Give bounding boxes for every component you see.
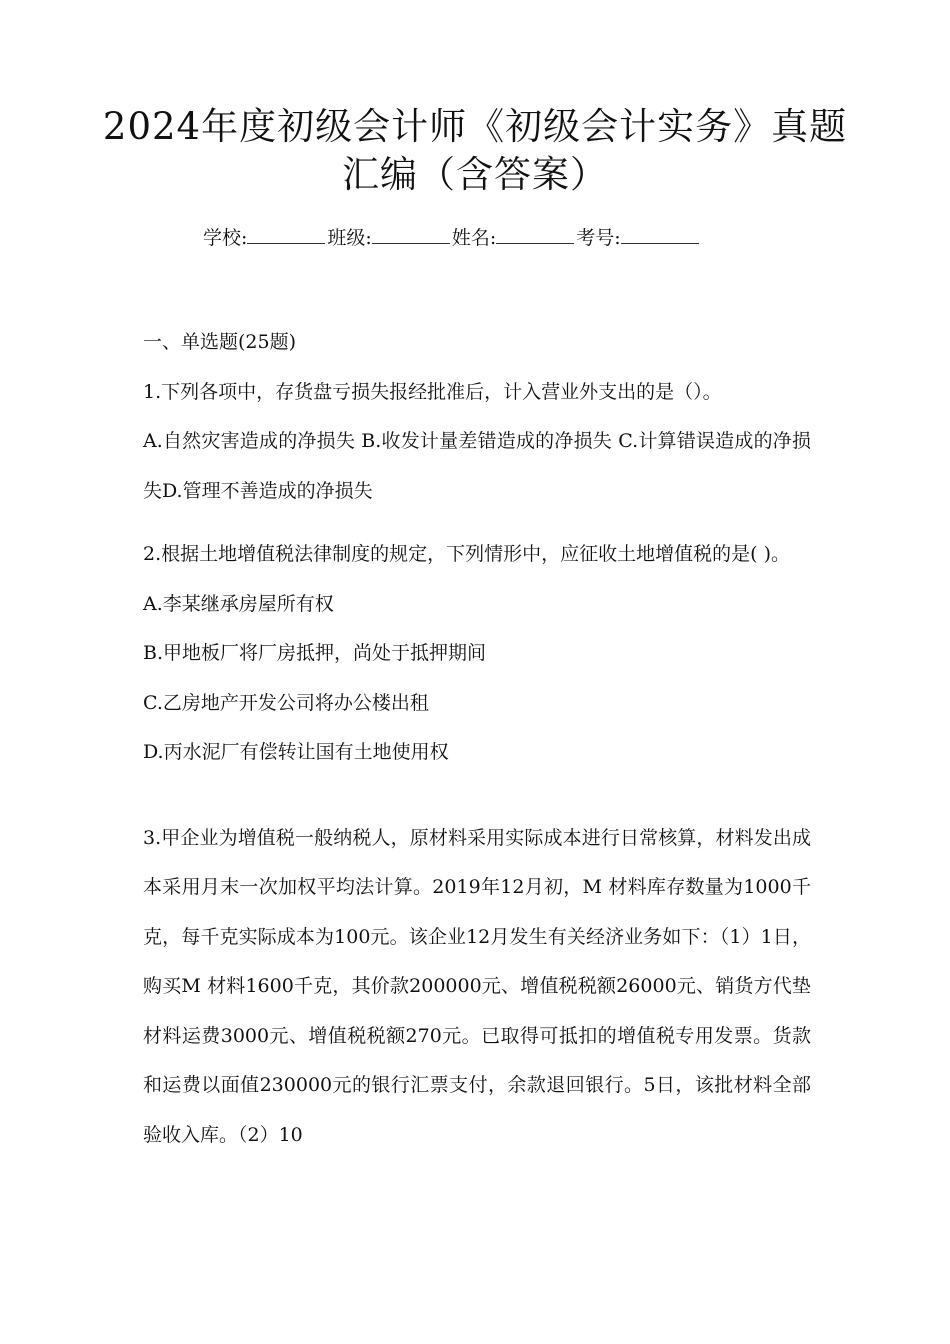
- class-label: 班级:: [327, 227, 372, 249]
- question-2-option-a: A.李某继承房屋所有权: [143, 592, 334, 615]
- name-label: 姓名:: [451, 227, 497, 249]
- question-2-stem: 2.根据土地增值税法律制度的规定，下列情形中，应征收土地增值税的是( )。: [143, 543, 790, 565]
- document-title-line-1: 2024年度初级会计师《初级会计实务》真题: [102, 105, 848, 148]
- question-1-stem: 1.下列各项中，存货盘亏损失报经批准后，计入营业外支出的是（）。: [143, 380, 722, 403]
- question-1-options: A.自然灾害造成的净损失 B.收发计量差错造成的净损失 C.计算错误造成的净损失D.管理不善造成的净损失: [143, 430, 811, 502]
- question-2-option-c: C.乙房地产开发公司将办公楼出租: [143, 691, 429, 714]
- question-2-option-b: B.甲地板厂将厂房抵押，尚处于抵押期间: [143, 642, 487, 664]
- exam-number-blank: [621, 223, 699, 244]
- exam-number-label: 考号:: [576, 227, 621, 249]
- student-info-row: [203, 222, 763, 254]
- school-label: 学校:: [203, 227, 248, 249]
- question-3-stem: 3.甲企业为增值税一般纳税人，原材料采用实际成本进行日常核算，材料发出成本采用月末一次加权平均法计算。2019年12月初，M 材料库存数量为1000千克，每千克实际成本为100元。该企业12月发生有关经济业务如下：（1）1日，购买M 材料1600千克，其价款200000元、增值税税额26000元、销货方代垫材料运费3000元、增值税税额270元。已取得可抵扣的增值税专用发票。货款和运费以面值230000元的银行汇票支付，余款退回银行。5日，该批材料全部验收入库。（2）10: [143, 826, 811, 1146]
- spacer: [143, 778, 811, 814]
- name-blank: [496, 223, 574, 244]
- question-2-option-d: D.丙水泥厂有偿转让国有土地使用权: [143, 741, 449, 763]
- section-heading: 一、单选题(25题): [143, 331, 297, 353]
- school-blank: [247, 223, 325, 244]
- document-title-line-2: 汇编（含答案）: [342, 153, 608, 196]
- spacer: [143, 516, 811, 530]
- class-blank: [372, 223, 450, 244]
- document-body: [143, 318, 811, 1160]
